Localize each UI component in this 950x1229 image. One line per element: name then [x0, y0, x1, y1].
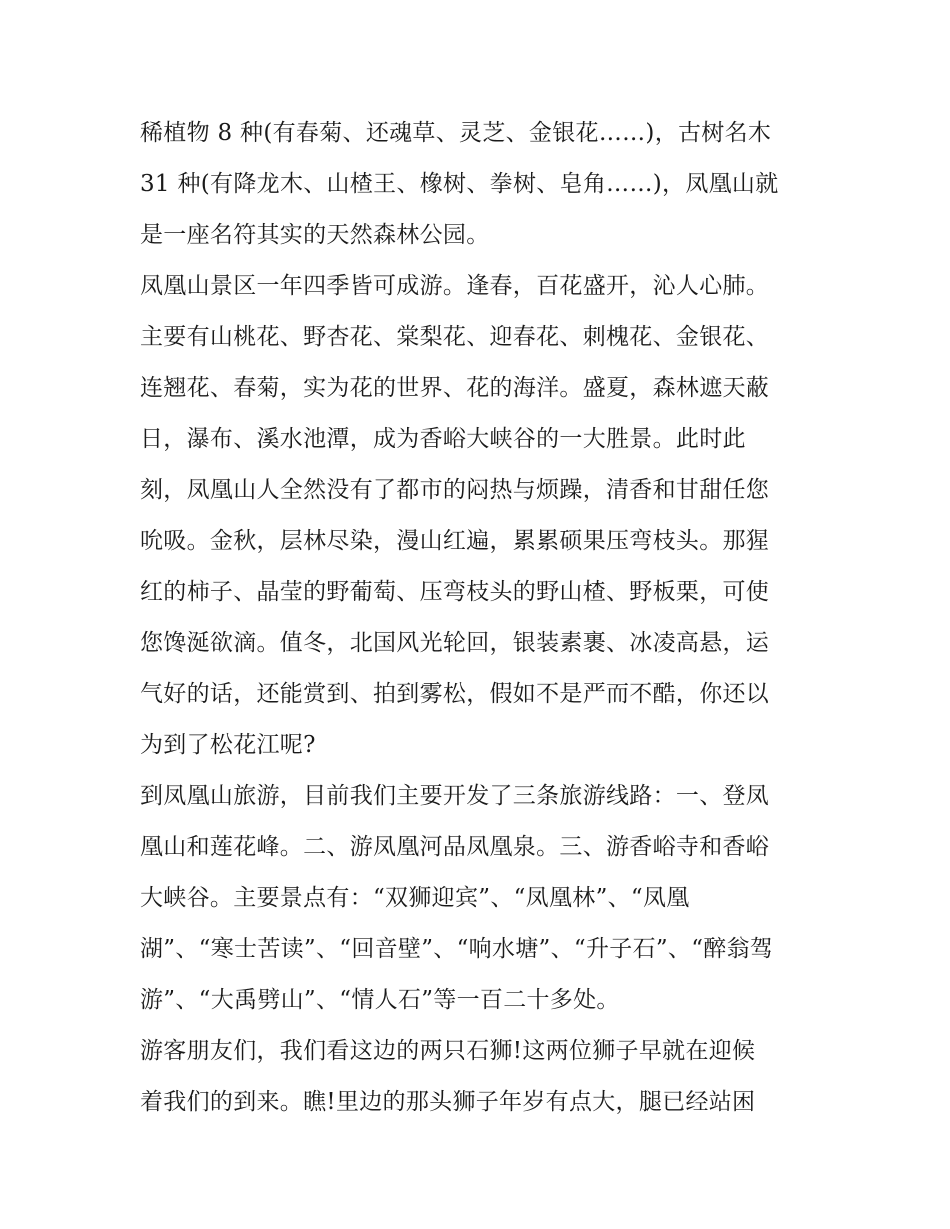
text-line: 红的柿子、晶莹的野葡萄、压弯枝头的野山楂、野板栗，可使 [140, 579, 770, 605]
text-line: 凰山和莲花峰。二、游凤凰河品凤凰泉。三、游香峪寺和香峪 [140, 834, 770, 860]
text-line: 湖”、“寒士苦读”、“回音壁”、“响水塘”、“升子石”、“醉翁驾 [140, 936, 774, 962]
text-line: 气好的话，还能赏到、拍到雾松，假如不是严而不酷，你还以 [140, 681, 770, 707]
text-line: 到凤凰山旅游，目前我们主要开发了三条旅游线路：一、登凤 [140, 783, 770, 809]
text-line: 为到了松花江呢? [140, 732, 316, 758]
text-line: 吮吸。金秋，层林尽染，漫山红遍，累累硕果压弯枝头。那猩 [140, 528, 770, 554]
text-line: 稀植物 8 种(有春菊、还魂草、灵芝、金银花……)，古树名木 [140, 120, 772, 146]
text-line: 您馋涎欲滴。值冬，北国风光轮回，银装素裹、冰凌高悬，运 [140, 630, 770, 656]
text-line: 大峡谷。主要景点有：“双狮迎宾”、“凤凰林”、“凤凰 [140, 885, 690, 911]
text-line: 31 种(有降龙木、山楂王、橡树、拳树、皂角……)，凤凰山就 [140, 171, 779, 197]
body-text [140, 108, 820, 1128]
text-line: 连翘花、春菊，实为花的世界、花的海洋。盛夏，森林遮天蔽 [140, 375, 770, 401]
text-line: 主要有山桃花、野杏花、棠梨花、迎春花、刺槐花、金银花、 [140, 324, 770, 350]
text-line: 游客朋友们，我们看这边的两只石狮!这两位狮子早就在迎候 [140, 1038, 756, 1064]
text-line: 凤凰山景区一年四季皆可成游。逢春，百花盛开，沁人心肺。 [140, 273, 770, 299]
text-line: 刻，凤凰山人全然没有了都市的闷热与烦躁，清香和甘甜任您 [140, 477, 770, 503]
text-line: 日，瀑布、溪水池潭，成为香峪大峡谷的一大胜景。此时此 [140, 426, 746, 452]
text-line: 着我们的到来。瞧!里边的那头狮子年岁有点大，腿已经站困 [140, 1089, 756, 1115]
text-line: 是一座名符其实的天然森林公园。 [140, 222, 490, 248]
text-line: 游”、“大禹劈山”、“情人石”等一百二十多处。 [140, 987, 620, 1013]
